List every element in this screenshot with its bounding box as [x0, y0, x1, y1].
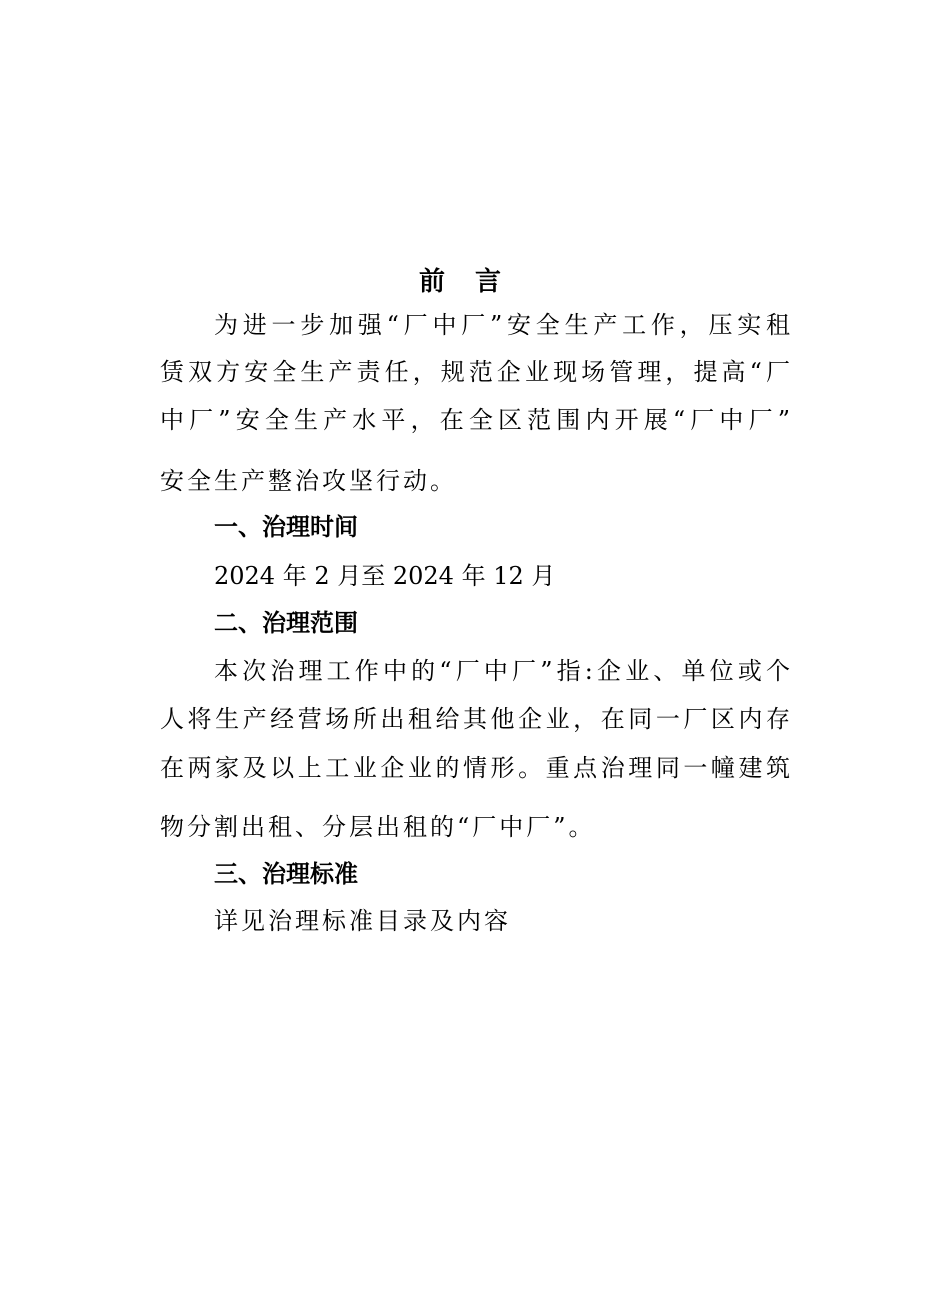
section-heading-time: 一、治理时间: [214, 513, 358, 541]
intro-line: 安全生产整治攻坚行动。: [160, 467, 457, 495]
intro-line: 赁双方安全生产责任，规范企业现场管理，提高“厂: [160, 358, 790, 386]
scope-line: 在两家及以上工业企业的情形。重点治理同一幢建筑: [160, 754, 790, 782]
intro-line: 中厂”安全生产水平，在全区范围内开展“厂中厂”: [160, 406, 790, 434]
section-standard-body: 详见治理标准目录及内容: [214, 907, 511, 935]
page-title: 前言: [418, 267, 531, 297]
intro-line: 为进一步加强“厂中厂”安全生产工作，压实租: [214, 311, 790, 339]
scope-line: 物分割出租、分层出租的“厂中厂”。: [160, 813, 596, 841]
section-heading-scope: 二、治理范围: [214, 609, 358, 637]
section-heading-standard: 三、治理标准: [214, 860, 358, 888]
scope-line: 人将生产经营场所出租给其他企业，在同一厂区内存: [160, 705, 790, 733]
section-time-body: 2024 年 2 月至 2024 年 12 月: [214, 562, 556, 590]
scope-line: 本次治理工作中的“厂中厂”指:企业、单位或个: [214, 657, 790, 685]
